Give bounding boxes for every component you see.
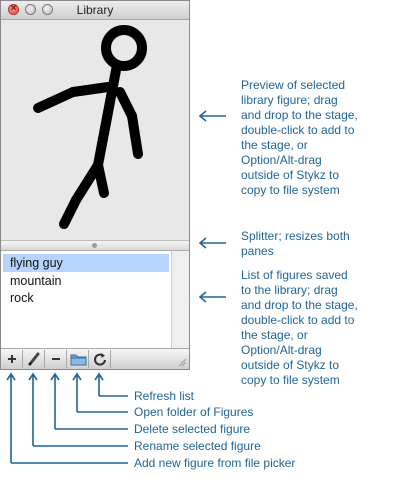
list-item[interactable]: mountain xyxy=(10,274,62,288)
open-folder-annotation: Open folder of Figures xyxy=(134,405,254,419)
splitter-annotation: Splitter; resizes both panes xyxy=(241,229,350,258)
add-annotation: Add new figure from file picker xyxy=(134,456,296,470)
close-icon: × xyxy=(10,3,17,14)
list-annotation: List of figures saved to the library; drag and drop to the stage, double-click to add to the stage, or Option/Alt-drag outside of Stykz to copy to file system xyxy=(241,268,358,387)
refresh-annotation: Refresh list xyxy=(134,389,195,403)
preview-annotation: Preview of selected library figure; drag and drop to the stage, double-click to add to the stage, or Option/Alt-drag outside of Stykz to copy to file system xyxy=(241,78,358,197)
delete-annotation: Delete selected figure xyxy=(134,422,251,436)
list-item[interactable]: flying guy xyxy=(3,254,169,272)
window-title: Library xyxy=(76,3,114,17)
list-item[interactable]: rock xyxy=(10,291,34,305)
rename-annotation: Rename selected figure xyxy=(134,439,261,453)
